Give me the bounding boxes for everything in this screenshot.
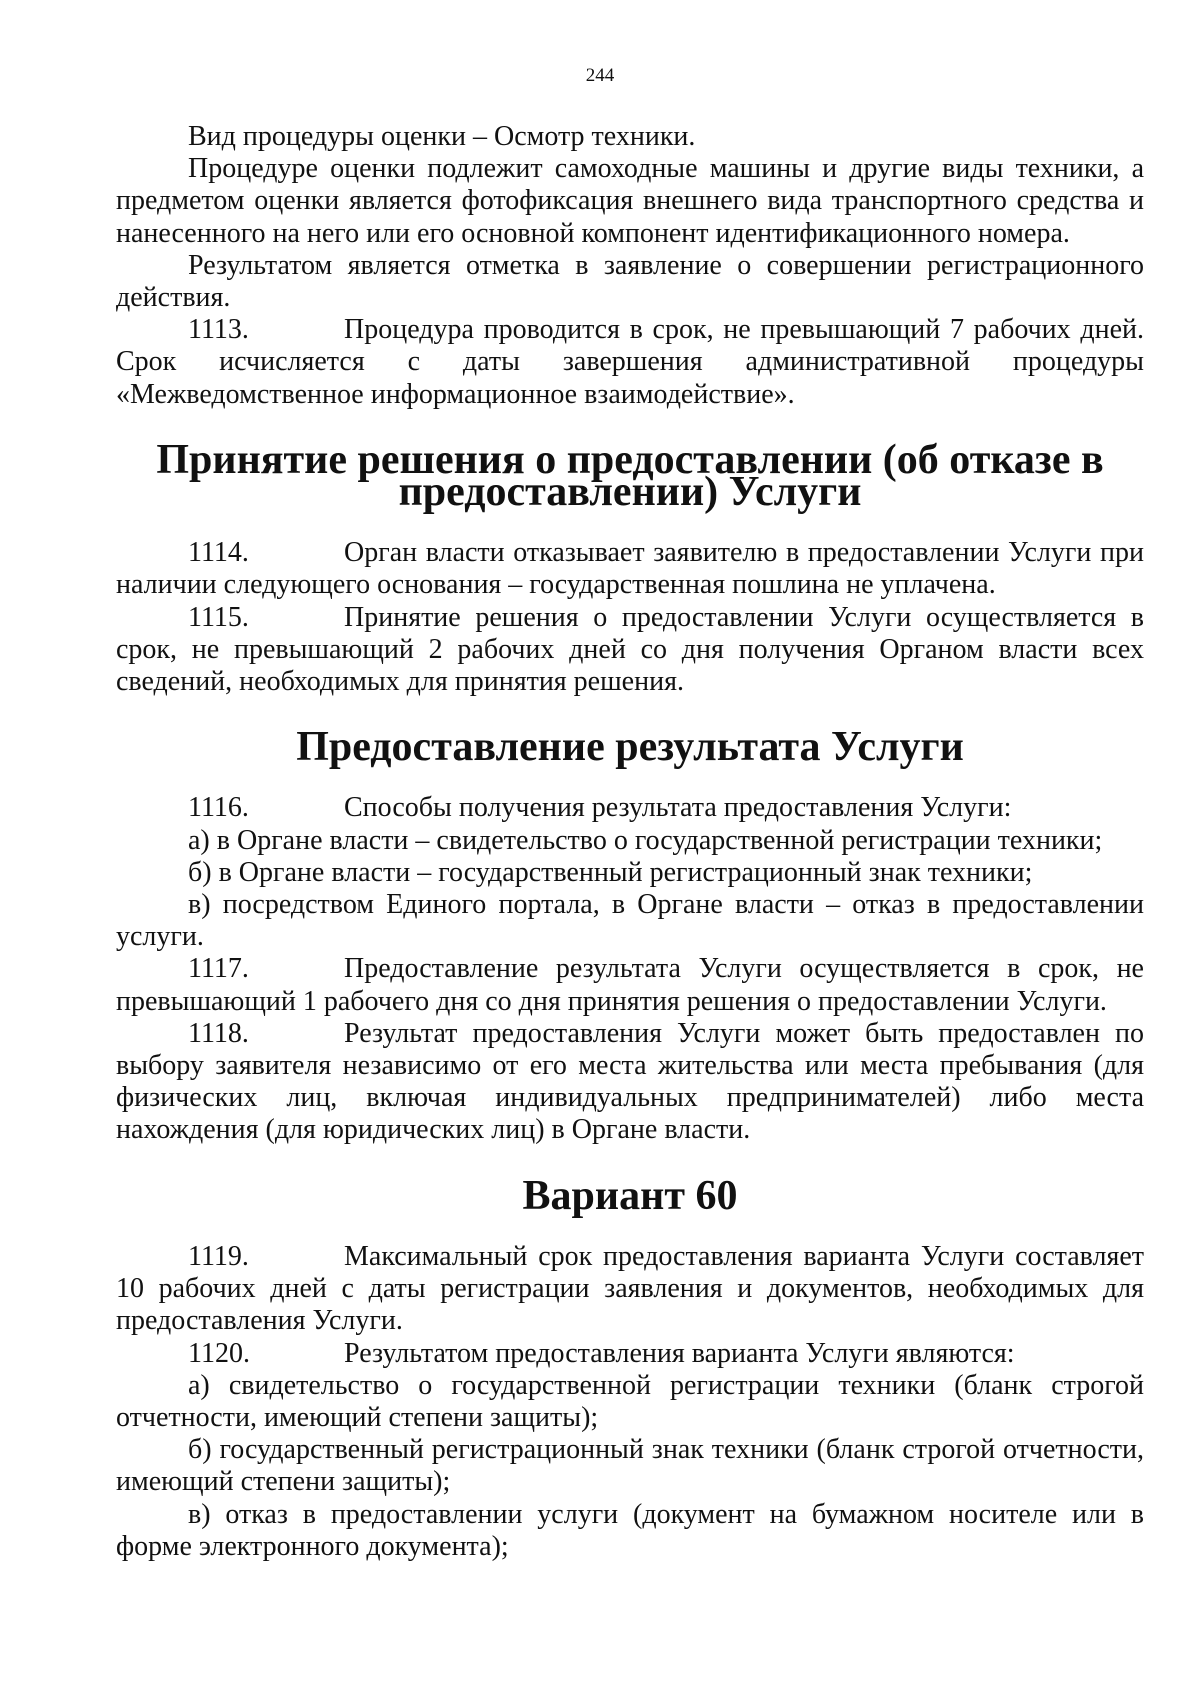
clause-text: Предоставление результата Услуги осуществляется в срок, не превышающий 1 рабочего дня со дня принятия решения о предоставлении Услуги. (116, 953, 1144, 1017)
list-item-c: в) отказ в предоставлении услуги (документ на бумажном носителе или в форме электронного документа); (116, 1498, 1144, 1562)
clause-text: Способы получения результата предоставления Услуги: (344, 792, 1012, 824)
clause-number: 1120. (188, 1337, 250, 1369)
list-item-b: б) государственный регистрационный знак техники (бланк строгой отчетности, имеющий степени защиты); (116, 1434, 1144, 1498)
section-heading-decision: Принятие решения о предоставлении (об отказе в предоставлении) Услуги (156, 436, 1104, 516)
clause-number: 1115. (188, 601, 249, 633)
clause-text: Результат предоставления Услуги может быть предоставлен по выбору заявителя независимо от его места жительства или места пребывания (для физических лиц, включая индивидуальных предпринимателей) либо места нахождения (для юридических лиц) в Органе власти. (116, 1017, 1144, 1146)
paragraph-1115 (116, 602, 1144, 699)
paragraph-1119 (116, 1241, 1144, 1338)
paragraph-1117 (116, 953, 1144, 1017)
clause-text: Максимальный срок предоставления варианта Услуги составляет 10 рабочих дней с даты регистрации заявления и документов, необходимых для предоставления Услуги. (116, 1240, 1144, 1337)
section-heading-variant: Вариант 60 (522, 1172, 738, 1219)
clause-text: Процедура проводится в срок, не превышающий 7 рабочих дней. Срок исчисляется с даты завершения административной процедуры «Межведомственное информационное взаимодействие». (116, 314, 1144, 410)
clause-number: 1116. (188, 792, 249, 824)
paragraph-assessment-subject: Процедуре оценки подлежит самоходные машины и другие виды техники, а предметом оценки является фотофиксация внешнего вида транспортного средства и нанесенного на него или его основной компонент идентификационного номера. (116, 153, 1144, 249)
list-item-b: б) в Органе власти – государственный регистрационный знак техники; (188, 856, 1033, 888)
paragraph-result-mark: Результатом является отметка в заявление о совершении регистрационного действия. (116, 249, 1144, 314)
list-item-c: в) посредством Единого портала, в Органе власти – отказ в предоставлении услуги. (116, 889, 1144, 953)
page-content (116, 121, 1144, 1563)
paragraph-1116 (116, 792, 1144, 824)
clause-number: 1117. (188, 953, 249, 985)
section-heading-result: Предоставление результата Услуги (296, 724, 964, 771)
paragraph-1120 (116, 1338, 1144, 1370)
list-item-a: а) свидетельство о государственной регистрации техники (бланк строгой отчетности, имеющий степени защиты); (116, 1369, 1144, 1433)
clause-text: Орган власти отказывает заявителю в предоставлении Услуги при наличии следующего основания – государственная пошлина не уплачена. (116, 537, 1144, 601)
clause-number: 1119. (188, 1240, 249, 1272)
paragraph-1118 (116, 1018, 1144, 1147)
clause-number: 1118. (188, 1017, 249, 1049)
clause-text: Результатом предоставления варианта Услуги являются: (344, 1337, 1015, 1369)
clause-text: Принятие решения о предоставлении Услуги осуществляется в срок, не превышающий 2 рабочих дней со дня получения Органом власти всех сведений, необходимых для принятия решения. (116, 601, 1144, 698)
list-item-a: а) в Органе власти – свидетельство о государственной регистрации техники; (188, 824, 1103, 856)
paragraph-procedure-type: Вид процедуры оценки – Осмотр техники. (188, 121, 696, 152)
clause-number: 1114. (188, 537, 249, 569)
clause-number: 1113. (188, 314, 249, 346)
paragraph-1113 (116, 314, 1144, 411)
paragraph-1114 (116, 537, 1144, 601)
page-number: 244 (585, 65, 615, 86)
